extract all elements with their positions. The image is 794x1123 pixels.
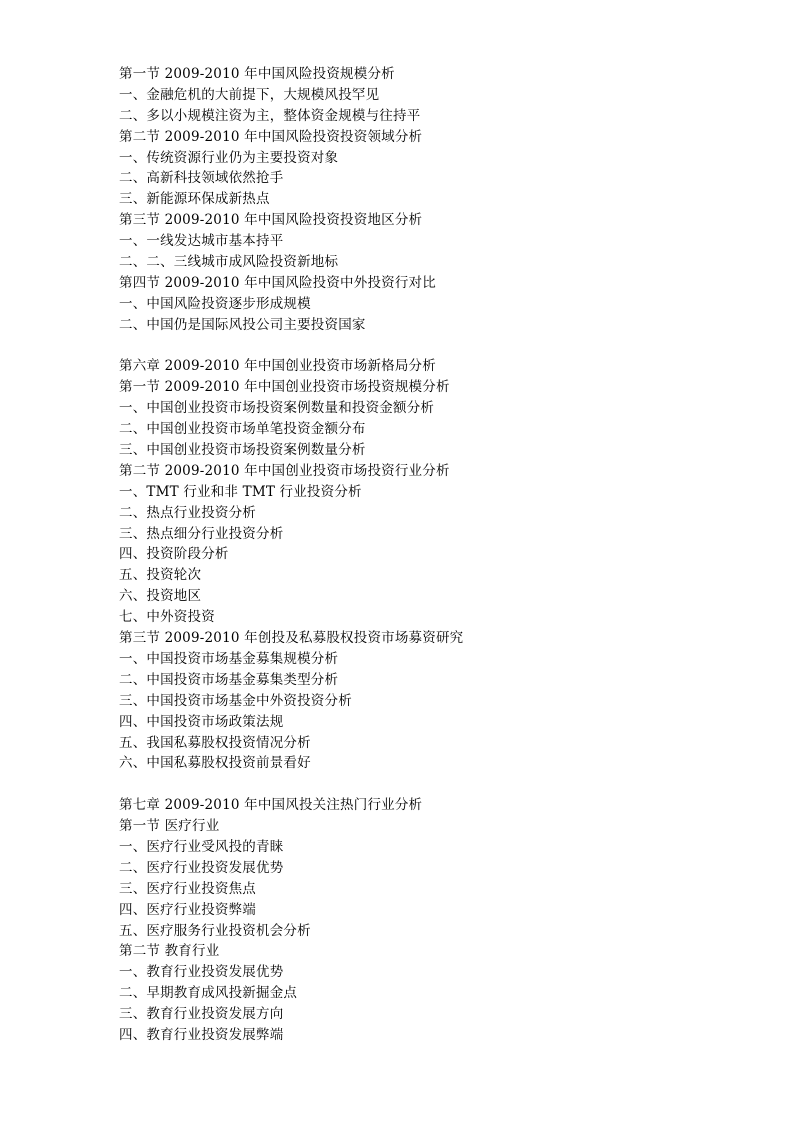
toc-line: 二、二、三线城市成风险投资新地标 [119, 254, 339, 271]
toc-line: 一、中国投资市场基金募集规模分析 [119, 650, 339, 667]
section-spacer [119, 336, 754, 357]
toc-line: 一、中国创业投资市场投资案例数量和投资金额分析 [119, 400, 435, 417]
toc-line: 三、中国创业投资市场投资案例数量分析 [119, 442, 366, 459]
toc-line: 一、传统资源行业仍为主要投资对象 [119, 149, 339, 166]
toc-line: 三、教育行业投资发展方向 [119, 1006, 284, 1023]
toc-line: 一、教育行业投资发展优势 [119, 964, 284, 981]
toc-line: 三、医疗行业投资焦点 [119, 880, 256, 897]
toc-line: 三、新能源环保成新热点 [119, 191, 270, 208]
toc-line: 四、中国投资市场政策法规 [119, 713, 284, 730]
toc-line: 第三节 2009-2010 年中国风险投资投资地区分析 [119, 212, 423, 229]
toc-line: 二、中国仍是国际风投公司主要投资国家 [119, 316, 366, 333]
toc-line: 四、医疗行业投资弊端 [119, 901, 256, 918]
toc-line: 五、我国私募股权投资情况分析 [119, 734, 311, 751]
toc-line: 一、TMT 行业和非 TMT 行业投资分析 [119, 483, 362, 500]
chapter-heading: 第六章 2009-2010 年中国创业投资市场新格局分析 [119, 358, 436, 375]
toc-section-venture-capital [119, 64, 754, 336]
toc-line: 第一节 2009-2010 年中国风险投资规模分析 [119, 66, 395, 82]
toc-line: 第二节 教育行业 [119, 943, 220, 960]
toc-line: 四、教育行业投资发展弊端 [119, 1026, 284, 1043]
toc-line: 一、一线发达城市基本持平 [119, 233, 284, 250]
toc-line: 五、投资轮次 [119, 567, 202, 584]
toc-line: 第三节 2009-2010 年创投及私募股权投资市场募资研究 [119, 630, 464, 647]
toc-chapter-7 [119, 795, 754, 1046]
toc-line: 第一节 2009-2010 年中国创业投资市场投资规模分析 [119, 379, 450, 396]
toc-line: 一、医疗行业受风投的青睐 [119, 838, 284, 855]
toc-line: 六、中国私募股权投资前景看好 [119, 755, 311, 772]
toc-line: 二、早期教育成风投新掘金点 [119, 985, 298, 1002]
toc-line: 三、中国投资市场基金中外资投资分析 [119, 692, 352, 709]
toc-line: 二、多以小规模注资为主，整体资金规模与往持平 [119, 107, 421, 124]
toc-line: 四、投资阶段分析 [119, 546, 229, 563]
toc-line: 六、投资地区 [119, 588, 202, 605]
toc-line: 三、热点细分行业投资分析 [119, 525, 284, 542]
toc-line: 二、中国创业投资市场单笔投资金额分布 [119, 421, 366, 438]
toc-line: 二、高新科技领域依然抢手 [119, 170, 284, 187]
toc-line: 第四节 2009-2010 年中国风险投资中外投资行对比 [119, 274, 436, 291]
section-spacer [119, 774, 754, 795]
toc-line: 二、医疗行业投资发展优势 [119, 859, 284, 876]
toc-line: 第二节 2009-2010 年中国风险投资投资领域分析 [119, 128, 423, 145]
toc-line: 二、热点行业投资分析 [119, 504, 256, 521]
chapter-heading: 第七章 2009-2010 年中国风投关注热门行业分析 [119, 797, 423, 814]
toc-line: 第二节 2009-2010 年中国创业投资市场投资行业分析 [119, 462, 450, 479]
toc-line: 一、中国风险投资逐步形成规模 [119, 295, 311, 312]
toc-line: 二、中国投资市场基金募集类型分析 [119, 671, 339, 688]
toc-chapter-6 [119, 356, 754, 774]
toc-line: 一、金融危机的大前提下，大规模风投罕见 [119, 86, 380, 103]
toc-line: 五、医疗服务行业投资机会分析 [119, 922, 311, 939]
toc-line: 第一节 医疗行业 [119, 818, 220, 835]
toc-line: 七、中外资投资 [119, 609, 215, 626]
